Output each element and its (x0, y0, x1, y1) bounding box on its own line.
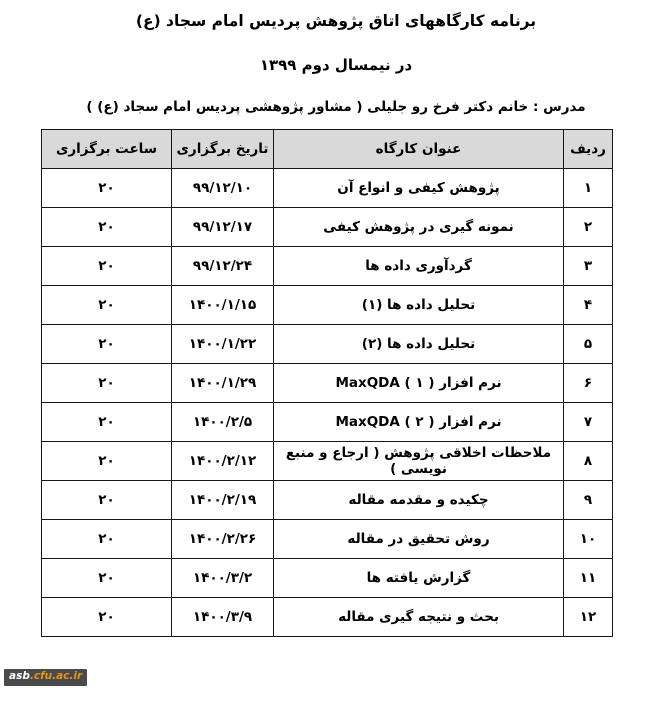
workshop-date-cell: ۱۴۰۰/۲/۱۲ (172, 442, 274, 481)
table-row (42, 403, 613, 442)
table-row (42, 559, 613, 598)
workshop-date-cell: ۱۴۰۰/۳/۹ (172, 598, 274, 637)
site-watermark (4, 669, 87, 686)
schedule-table-container (42, 129, 613, 637)
row-number-cell: ۵ (564, 325, 613, 364)
table-row (42, 247, 613, 286)
workshop-hours-cell: ۲۰ (42, 442, 172, 481)
table-row (42, 208, 613, 247)
row-number-cell: ۲ (564, 208, 613, 247)
workshop-date-cell: ۱۴۰۰/۱/۱۵ (172, 286, 274, 325)
workshop-date-cell: ۱۴۰۰/۲/۲۶ (172, 520, 274, 559)
workshop-date-cell: ۹۹/۱۲/۱۰ (172, 169, 274, 208)
column-header-hours: ساعت برگزاری (42, 130, 172, 169)
watermark-name: asb (9, 670, 30, 682)
table-row (42, 442, 613, 481)
workshop-title-cell: گزارش یافته ها (274, 559, 564, 598)
workshop-title-cell: تحلیل داده ها (۱) (274, 286, 564, 325)
row-number-cell: ۸ (564, 442, 613, 481)
workshop-hours-cell: ۲۰ (42, 403, 172, 442)
table-header-row (42, 130, 613, 169)
workshop-title-cell: نرم افزار MaxQDA ( ۱ ) (274, 364, 564, 403)
instructor-line: مدرس : خانم دکتر فرخ رو جلیلی ( مشاور پژوهشی پردیس امام سجاد (ع) ) (86, 98, 586, 115)
workshop-date-cell: ۱۴۰۰/۳/۲ (172, 559, 274, 598)
table-row (42, 325, 613, 364)
page-subtitle: در نیمسال دوم ۱۳۹۹ (259, 55, 413, 74)
table-row (42, 364, 613, 403)
workshop-hours-cell: ۲۰ (42, 325, 172, 364)
workshop-hours-cell: ۲۰ (42, 598, 172, 637)
workshop-hours-cell: ۲۰ (42, 286, 172, 325)
workshop-hours-cell: ۲۰ (42, 481, 172, 520)
workshop-date-cell: ۹۹/۱۲/۱۷ (172, 208, 274, 247)
watermark-domain: .cfu.ac.ir (29, 670, 83, 682)
workshop-hours-cell: ۲۰ (42, 208, 172, 247)
workshop-date-cell: ۱۴۰۰/۲/۱۹ (172, 481, 274, 520)
workshop-schedule-table (41, 129, 613, 637)
workshop-title-cell: ملاحظات اخلاقی پژوهش ( ارجاع و منبع نویسی ) (274, 442, 564, 481)
workshop-title-cell: نرم افزار MaxQDA ( ۲ ) (274, 403, 564, 442)
table-row (42, 481, 613, 520)
workshop-hours-cell: ۲۰ (42, 247, 172, 286)
workshop-hours-cell: ۲۰ (42, 559, 172, 598)
table-row (42, 169, 613, 208)
workshop-hours-cell: ۲۰ (42, 520, 172, 559)
row-number-cell: ۷ (564, 403, 613, 442)
row-number-cell: ۹ (564, 481, 613, 520)
workshop-title-cell: روش تحقیق در مقاله (274, 520, 564, 559)
workshop-title-cell: نمونه گیری در پژوهش کیفی (274, 208, 564, 247)
workshop-title-cell: پژوهش کیفی و انواع آن (274, 169, 564, 208)
column-header-title: عنوان کارگاه (274, 130, 564, 169)
workshop-title-cell: گردآوری داده ها (274, 247, 564, 286)
column-header-radif: ردیف (564, 130, 613, 169)
row-number-cell: ۴ (564, 286, 613, 325)
workshop-hours-cell: ۲۰ (42, 169, 172, 208)
document-header (0, 0, 672, 115)
column-header-date: تاریخ برگزاری (172, 130, 274, 169)
table-row (42, 520, 613, 559)
workshop-title-cell: چکیده و مقدمه مقاله (274, 481, 564, 520)
workshop-date-cell: ۱۴۰۰/۱/۲۹ (172, 364, 274, 403)
row-number-cell: ۶ (564, 364, 613, 403)
table-header (42, 130, 613, 169)
row-number-cell: ۱ (564, 169, 613, 208)
workshop-title-cell: بحث و نتیجه گیری مقاله (274, 598, 564, 637)
table-row (42, 286, 613, 325)
workshop-hours-cell: ۲۰ (42, 364, 172, 403)
page-title: برنامه کارگاههای اتاق پژوهش پردیس امام سجاد (ع) (135, 12, 537, 30)
row-number-cell: ۱۰ (564, 520, 613, 559)
table-row (42, 598, 613, 637)
row-number-cell: ۱۲ (564, 598, 613, 637)
workshop-title-cell: تحلیل داده ها (۲) (274, 325, 564, 364)
row-number-cell: ۳ (564, 247, 613, 286)
workshop-date-cell: ۱۴۰۰/۲/۵ (172, 403, 274, 442)
workshop-date-cell: ۱۴۰۰/۱/۲۲ (172, 325, 274, 364)
row-number-cell: ۱۱ (564, 559, 613, 598)
workshop-date-cell: ۹۹/۱۲/۲۴ (172, 247, 274, 286)
table-body (42, 169, 613, 637)
